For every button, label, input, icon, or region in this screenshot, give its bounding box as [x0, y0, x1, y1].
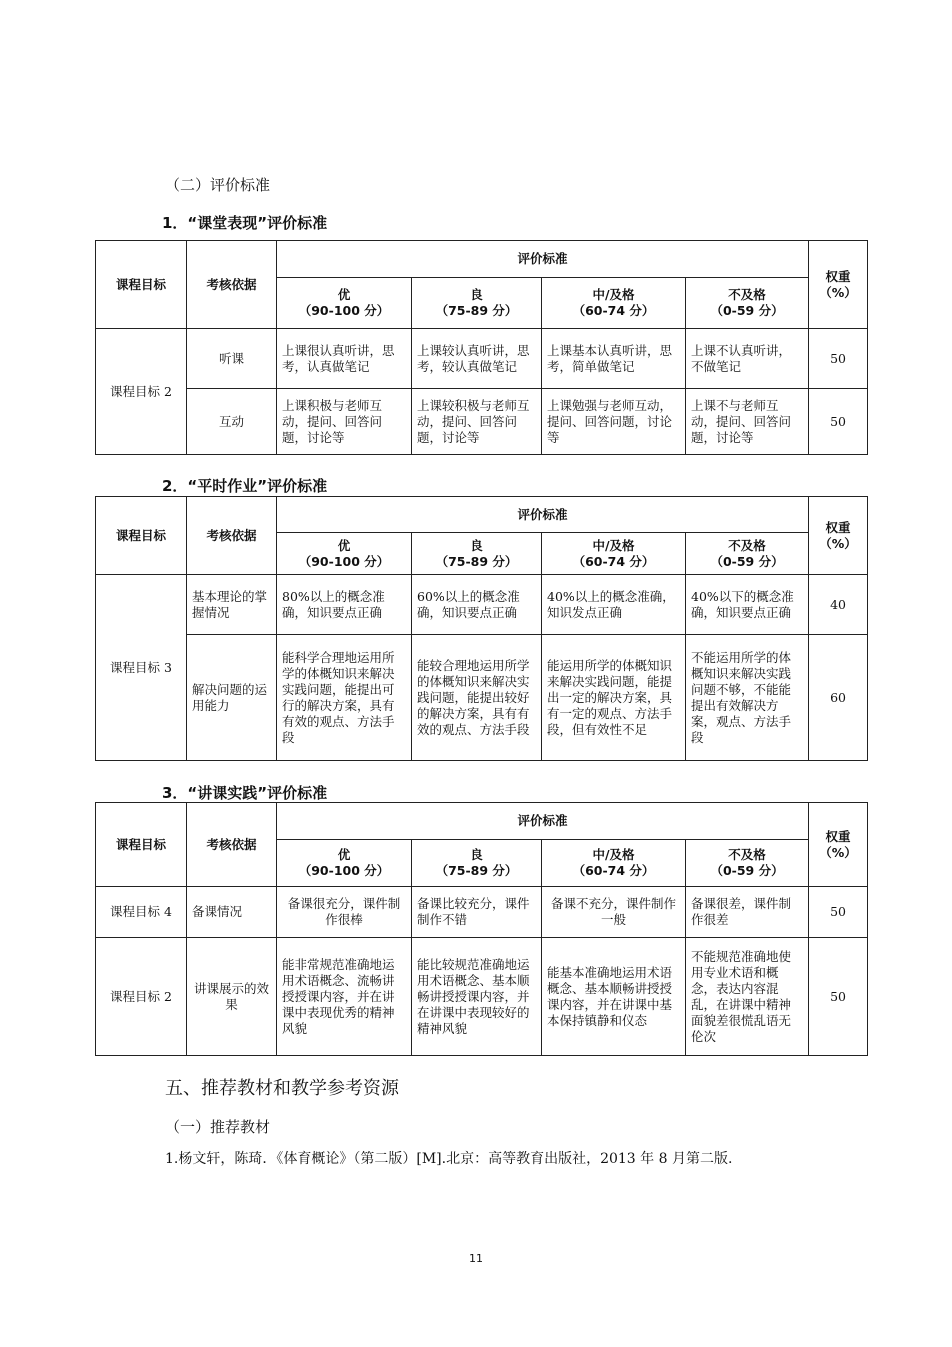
grade-fail: 不及格 （0-59 分） — [686, 840, 809, 887]
grade-fail: 不及格 （0-59 分） — [686, 278, 809, 329]
basis-cell: 解决问题的运用能力 — [187, 635, 277, 761]
excellent-cell: 备课很充分，课件制作很棒 — [277, 887, 412, 938]
table1-title: 1．“课堂表现”评价标准 — [162, 214, 328, 232]
course-goal-cell: 课程目标 4 — [96, 887, 187, 938]
table1 — [95, 240, 868, 455]
header-criteria: 评价标准 — [277, 241, 809, 278]
header-weight: 权重 （%） — [809, 241, 868, 329]
pass-cell: 备课不充分，课件制作一般 — [542, 887, 686, 938]
section5-title: 五、推荐教材和教学参考资源 — [165, 1078, 399, 1099]
excellent-cell: 上课积极与老师互动，提问、回答问题，讨论等 — [277, 389, 412, 455]
course-goal-cell: 课程目标 2 — [96, 938, 187, 1056]
grade-excellent: 优 （90-100 分） — [277, 533, 412, 575]
good-cell: 60%以上的概念准确，知识要点正确 — [412, 575, 542, 635]
table-row — [96, 329, 868, 389]
table3 — [95, 802, 868, 1056]
excellent-cell: 能科学合理地运用所学的体概知识来解决实践问题，能提出可行的解决方案，具有有效的观点、方法手段 — [277, 635, 412, 761]
header-basis: 考核依据 — [187, 497, 277, 575]
table2 — [95, 496, 868, 761]
table-row — [96, 575, 868, 635]
table3-title: 3．“讲课实践”评价标准 — [162, 784, 328, 802]
grade-good: 良 （75-89 分） — [412, 840, 542, 887]
pass-cell: 40%以上的概念准确，知识发点正确 — [542, 575, 686, 635]
pass-cell: 能基本准确地运用术语概念、基本顺畅讲授授课内容，并在讲课中基本保持镇静和仪态 — [542, 938, 686, 1056]
pass-cell: 上课基本认真听讲，思考，简单做笔记 — [542, 329, 686, 389]
good-cell: 能较合理地运用所学的体概知识来解决实践问题，能提出较好的解决方案，具有有效的观点、方法手段 — [412, 635, 542, 761]
header-course-goal: 课程目标 — [96, 241, 187, 329]
grade-pass: 中/及格 （60-74 分） — [542, 533, 686, 575]
header-weight: 权重 （%） — [809, 803, 868, 887]
good-cell: 能比较规范准确地运用术语概念、基本顺畅讲授授课内容，并在讲课中表现较好的精神风貌 — [412, 938, 542, 1056]
course-goal-cell: 课程目标 3 — [96, 575, 187, 761]
header-weight: 权重 （%） — [809, 497, 868, 575]
good-cell: 上课较积极与老师互动，提问、回答问题，讨论等 — [412, 389, 542, 455]
table-row — [96, 635, 868, 761]
criteria-section-title: （二）评价标准 — [165, 176, 271, 194]
table2-title: 2．“平时作业”评价标准 — [162, 477, 328, 495]
weight-cell: 60 — [809, 635, 868, 761]
table-row — [96, 389, 868, 455]
grade-excellent: 优 （90-100 分） — [277, 840, 412, 887]
weight-cell: 50 — [809, 887, 868, 938]
fail-cell: 上课不认真听讲，不做笔记 — [686, 329, 809, 389]
excellent-cell: 能非常规范准确地运用术语概念、流畅讲授授课内容，并在讲课中表现优秀的精神风貌 — [277, 938, 412, 1056]
reference-item: 1.杨文轩，陈琦．《体育概论》（第二版）[M].北京：高等教育出版社，2013 年 8 月第二版. — [165, 1151, 733, 1167]
weight-cell: 40 — [809, 575, 868, 635]
good-cell: 备课比较充分，课件制作不错 — [412, 887, 542, 938]
grade-fail: 不及格 （0-59 分） — [686, 533, 809, 575]
basis-cell: 基本理论的掌握情况 — [187, 575, 277, 635]
weight-cell: 50 — [809, 938, 868, 1056]
table-row — [96, 887, 868, 938]
basis-cell: 互动 — [187, 389, 277, 455]
weight-cell: 50 — [809, 389, 868, 455]
header-course-goal: 课程目标 — [96, 803, 187, 887]
header-criteria: 评价标准 — [277, 803, 809, 840]
grade-good: 良 （75-89 分） — [412, 278, 542, 329]
course-goal-cell: 课程目标 2 — [96, 329, 187, 455]
header-basis: 考核依据 — [187, 241, 277, 329]
excellent-cell: 上课很认真听讲，思考，认真做笔记 — [277, 329, 412, 389]
basis-cell: 讲课展示的效果 — [187, 938, 277, 1056]
grade-pass: 中/及格 （60-74 分） — [542, 278, 686, 329]
basis-cell: 听课 — [187, 329, 277, 389]
fail-cell: 40%以下的概念准确，知识要点正确 — [686, 575, 809, 635]
basis-cell: 备课情况 — [187, 887, 277, 938]
table-row — [96, 938, 868, 1056]
grade-excellent: 优 （90-100 分） — [277, 278, 412, 329]
header-criteria: 评价标准 — [277, 497, 809, 533]
header-basis: 考核依据 — [187, 803, 277, 887]
excellent-cell: 80%以上的概念准确，知识要点正确 — [277, 575, 412, 635]
section5-subtitle: （一）推荐教材 — [165, 1118, 271, 1136]
fail-cell: 上课不与老师互动，提问、回答问题，讨论等 — [686, 389, 809, 455]
page-number: 11 — [469, 1252, 483, 1265]
grade-good: 良 （75-89 分） — [412, 533, 542, 575]
fail-cell: 不能规范准确地使用专业术语和概念，表达内容混乱，在讲课中精神面貌差很慌乱语无伦次 — [686, 938, 809, 1056]
grade-pass: 中/及格 （60-74 分） — [542, 840, 686, 887]
pass-cell: 能运用所学的体概知识来解决实践问题，能提出一定的解决方案，具有一定的观点、方法手段，但有效性不足 — [542, 635, 686, 761]
header-course-goal: 课程目标 — [96, 497, 187, 575]
fail-cell: 备课很差，课件制作很差 — [686, 887, 809, 938]
good-cell: 上课较认真听讲，思考，较认真做笔记 — [412, 329, 542, 389]
fail-cell: 不能运用所学的体概知识来解决实践问题不够，不能能提出有效解决方案，观点、方法手段 — [686, 635, 809, 761]
pass-cell: 上课勉强与老师互动，提问、回答问题，讨论等 — [542, 389, 686, 455]
weight-cell: 50 — [809, 329, 868, 389]
